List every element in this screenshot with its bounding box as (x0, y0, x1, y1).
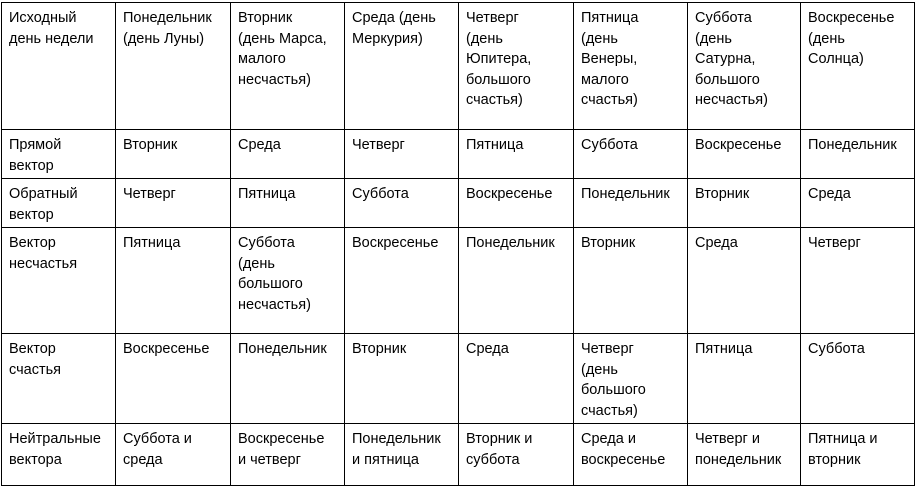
cell-text-line: Вектор (9, 235, 56, 251)
cell-text-line: Сатурна, (695, 51, 756, 67)
row-label-cell (2, 424, 116, 486)
table-cell (801, 179, 915, 228)
table-cell (345, 179, 459, 228)
table-cell (459, 130, 574, 179)
cell-text-line: Пятница (695, 341, 753, 357)
table-cell (345, 3, 459, 130)
table-cell (231, 334, 345, 424)
weekday-vectors-table (1, 2, 915, 486)
table-cell (688, 130, 801, 179)
cell-text-line: Среда (день (352, 10, 436, 26)
cell-text-line: Пятница (581, 10, 639, 26)
cell-text-line: Воскресенье (466, 186, 553, 202)
cell-text-line: Четверг и (695, 431, 760, 447)
cell-text-line: Воскресенье (695, 137, 782, 153)
cell-text-line: Суббота (581, 137, 638, 153)
cell-text-line: Понедельник (466, 235, 555, 251)
reverse-vector-row (2, 179, 915, 228)
table-cell (231, 3, 345, 130)
table-cell (688, 228, 801, 334)
cell-text-line: Исходный (9, 10, 77, 26)
table-cell (345, 228, 459, 334)
cell-text-line: Солнца) (808, 51, 864, 67)
cell-text-line: малого (581, 71, 629, 88)
cell-text-line: Воскресенье (352, 235, 439, 251)
row-label-cell (2, 130, 116, 179)
table-cell (459, 334, 574, 424)
table-cell (574, 130, 688, 179)
cell-text-line: Среда (238, 137, 281, 153)
table-cell (688, 424, 801, 486)
table-cell (688, 334, 801, 424)
table-body (2, 3, 915, 486)
cell-text-line: (день Луны) (123, 30, 205, 47)
cell-text-line: Пятница и (808, 431, 878, 447)
table-cell (574, 424, 688, 486)
cell-text-line: (день (808, 30, 845, 47)
table-cell (801, 334, 915, 424)
cell-text-line: Четверг (466, 10, 519, 26)
cell-text-line: Понедельник (238, 341, 327, 357)
table-cell (345, 130, 459, 179)
table-cell (116, 424, 231, 486)
cell-text-line: большого (238, 276, 303, 292)
cell-text-line: Воскресенье (238, 431, 325, 447)
table-cell (345, 334, 459, 424)
cell-text-line: Понедельник (352, 431, 441, 447)
cell-text-line: счастья) (581, 402, 638, 419)
cell-text-line: несчастья) (238, 296, 311, 313)
cell-text-line: Суббота (695, 10, 752, 26)
cell-text-line: (день Марса, (238, 30, 327, 47)
cell-text-line: Четверг (352, 137, 405, 153)
cell-text-line: большого (581, 382, 646, 398)
table-cell (574, 334, 688, 424)
cell-text-line: суббота (466, 451, 520, 468)
table-cell (116, 334, 231, 424)
cell-text-line: Понедельник (123, 10, 212, 26)
cell-text-line: Четверг (808, 235, 861, 251)
row-label-cell (2, 334, 116, 424)
cell-text-line: Суббота (808, 341, 865, 357)
cell-text-line: вторник (808, 451, 861, 468)
cell-text-line: Понедельник (581, 186, 670, 202)
table-cell (574, 3, 688, 130)
cell-text-line: Вторник (123, 137, 178, 153)
misfortune-vector-row (2, 228, 915, 334)
table-cell (231, 130, 345, 179)
cell-text-line: вектора (9, 451, 62, 468)
table-cell (345, 424, 459, 486)
direct-vector-row (2, 130, 915, 179)
cell-text-line: Среда (695, 235, 738, 251)
table-cell (116, 228, 231, 334)
cell-text-line: среда (123, 451, 163, 468)
table-cell (801, 228, 915, 334)
row-label-cell (2, 3, 116, 130)
cell-text-line: счастья) (581, 92, 638, 108)
cell-text-line: Вторник (581, 235, 636, 251)
cell-text-line: Нейтральные (9, 431, 101, 447)
cell-text-line: и пятница (352, 451, 419, 468)
cell-text-line: (день (581, 361, 618, 378)
table-cell (801, 130, 915, 179)
cell-text-line: Среда (808, 186, 851, 202)
cell-text-line: день недели (9, 30, 94, 47)
cell-text-line: Вектор (9, 341, 56, 357)
cell-text-line: воскресенье (581, 451, 666, 468)
fortune-vector-row (2, 334, 915, 424)
cell-text-line: (день (466, 30, 503, 47)
cell-text-line: Суббота (238, 235, 295, 251)
table-cell (574, 228, 688, 334)
cell-text-line: понедельник (695, 451, 782, 468)
cell-text-line: несчастья) (238, 71, 311, 88)
table-cell (574, 179, 688, 228)
cell-text-line: Вторник (352, 341, 407, 357)
cell-text-line: Суббота (352, 186, 409, 202)
cell-text-line: Вторник (695, 186, 750, 202)
table-cell (231, 179, 345, 228)
cell-text-line: Воскресенье (123, 341, 210, 357)
cell-text-line: Пятница (123, 235, 181, 251)
row-label-cell (2, 228, 116, 334)
cell-text-line: большого (695, 71, 760, 88)
cell-text-line: вектор (9, 206, 54, 223)
cell-text-line: Четверг (581, 341, 634, 357)
table-cell (116, 3, 231, 130)
table-cell (116, 179, 231, 228)
cell-text-line: Юпитера, (466, 51, 532, 67)
cell-text-line: Венеры, (581, 51, 638, 67)
table-cell (231, 228, 345, 334)
cell-text-line: Среда и (581, 431, 636, 447)
cell-text-line: (день (695, 30, 732, 47)
table-cell (116, 130, 231, 179)
cell-text-line: Обратный (9, 186, 78, 202)
table-cell (459, 424, 574, 486)
table-cell (688, 3, 801, 130)
cell-text-line: Понедельник (808, 137, 897, 153)
table-cell (459, 3, 574, 130)
cell-text-line: большого (466, 71, 531, 88)
cell-text-line: несчастья) (695, 92, 768, 108)
cell-text-line: Четверг (123, 186, 176, 202)
cell-text-line: Вторник и (466, 431, 533, 447)
cell-text-line: Суббота и (123, 431, 192, 447)
table-cell (801, 424, 915, 486)
cell-text-line: Прямой (9, 137, 62, 153)
cell-text-line: несчастья (9, 255, 78, 272)
cell-text-line: (день (581, 30, 618, 47)
table-cell (459, 228, 574, 334)
cell-text-line: и четверг (238, 451, 301, 468)
cell-text-line: Воскресенье (808, 10, 895, 26)
cell-text-line: Пятница (238, 186, 296, 202)
cell-text-line: счастья) (466, 92, 523, 108)
row-label-cell (2, 179, 116, 228)
cell-text-line: вектор (9, 157, 54, 174)
cell-text-line: Пятница (466, 137, 524, 153)
cell-text-line: малого (238, 51, 286, 67)
cell-text-line: Меркурия) (352, 30, 423, 47)
neutral-vectors-row (2, 424, 915, 486)
cell-text-line: Среда (466, 341, 509, 357)
table-cell (688, 179, 801, 228)
table-cell (459, 179, 574, 228)
cell-text-line: Вторник (238, 10, 293, 26)
table-cell (801, 3, 915, 130)
table-cell (231, 424, 345, 486)
cell-text-line: счастья (9, 361, 62, 378)
cell-text-line: (день (238, 255, 275, 272)
header-row (2, 3, 915, 130)
